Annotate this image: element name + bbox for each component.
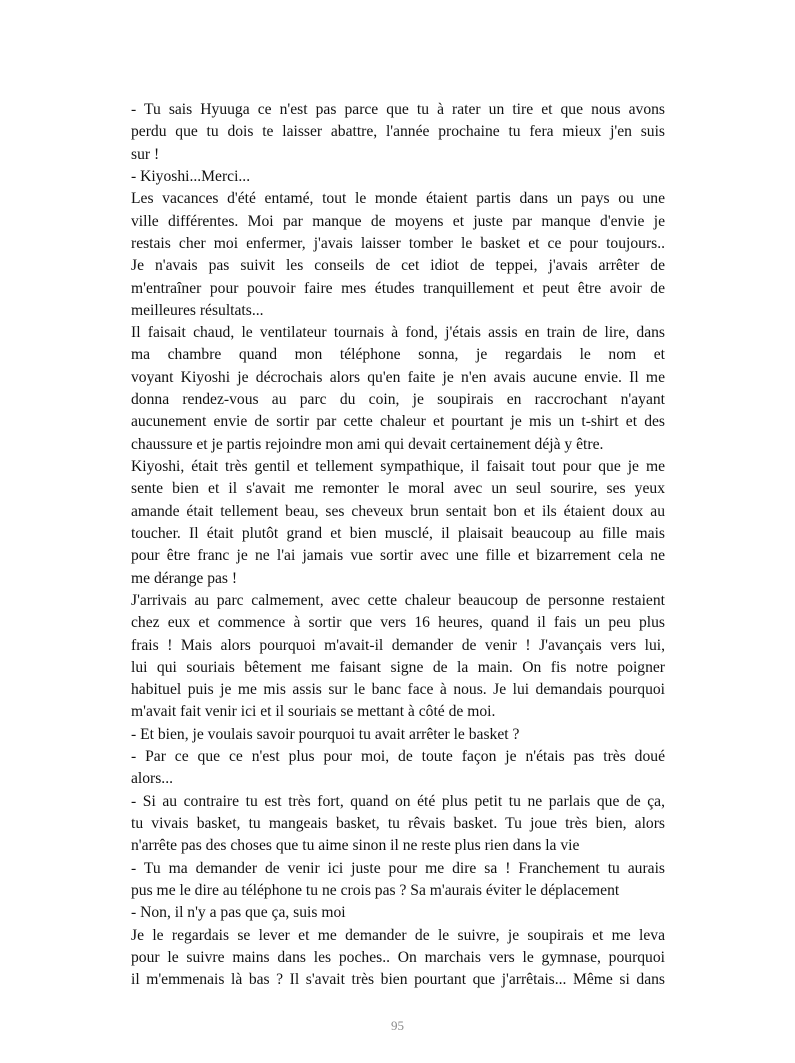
text-line: frais ! Mais alors pourquoi m'avait-il demander de venir ! J'avançais vers lui, <box>131 636 665 654</box>
text-line: voyant Kiyoshi je décrochais alors qu'en faite je n'en avais aucune envie. Il me <box>131 368 665 386</box>
text-line: lui qui souriais bêtement me faisant signe de la main. On fis notre poigner <box>131 658 665 676</box>
text-line: - Tu ma demander de venir ici juste pour me dire sa ! Franchement tu aurais <box>131 859 665 877</box>
text-line: pour le suivre mains dans les poches.. On marchais vers le gymnase, pourquoi <box>131 948 665 966</box>
text-line: tu vivais basket, tu mangeais basket, tu rêvais basket. Tu joue très bien, alors <box>131 815 665 832</box>
text-line: habituel puis je me mis assis sur le banc face à nous. Je lui demandais pourquoi <box>131 681 665 699</box>
text-line: ville différentes. Moi par manque de moyens et juste par manque d'envie je <box>131 212 665 230</box>
text-line: donna rendez-vous au parc du coin, je soupirais en raccrochant n'ayant <box>131 391 665 409</box>
text-line: - Tu sais Hyuuga ce n'est pas parce que tu à rater un tire et que nous avons <box>131 101 665 118</box>
text-line: sente bien et il s'avait me remonter le moral avec un seul sourire, ses yeux <box>131 480 665 498</box>
text-line: chaussure et je partis rejoindre mon ami qui devait certainement déjà y être. <box>131 435 604 453</box>
text-line: Je le regardais se lever et me demander de le suivre, je soupirais et me leva <box>131 926 665 944</box>
text-line: me dérange pas ! <box>131 569 238 587</box>
text-line: n'arrête pas des choses que tu aime sinon il ne reste plus rien dans la vie <box>131 837 580 855</box>
text-line: chez eux et commence à sortir que vers 16 heures, quand il fais un peu plus <box>131 614 665 632</box>
text-line: alors... <box>131 770 174 788</box>
page-number: 95 <box>391 1018 404 1033</box>
text-line: Les vacances d'été entamé, tout le monde étaient partis dans un pays ou une <box>131 190 665 208</box>
text-line: meilleures résultats... <box>131 301 264 319</box>
text-line: - Par ce que ce n'est plus pour moi, de toute façon je n'étais pas très doué <box>131 748 665 766</box>
text-line: Je n'avais pas suivit les conseils de cet idiot de teppei, j'avais arrêter de <box>131 257 665 275</box>
text-line: amande était tellement beau, ses cheveux brun sentait bon et ils étaient doux au <box>131 502 665 520</box>
text-line: - Si au contraire tu est très fort, quand on été plus petit tu ne parlais que de ça, <box>131 792 665 810</box>
text-line: pus me le dire au téléphone tu ne crois pas ? Sa m'aurais éviter le déplacement <box>131 881 620 899</box>
text-line: m'entraîner pour pouvoir faire mes études tranquillement et peut être avoir de <box>131 279 665 297</box>
text-line: - Kiyoshi...Merci... <box>131 167 251 185</box>
text-line: J'arrivais au parc calmement, avec cette chaleur beaucoup de personne restaient <box>131 591 665 609</box>
text-line: Kiyoshi, était très gentil et tellement sympathique, il faisait tout pour que je me <box>131 458 665 475</box>
text-line: toucher. Il était plutôt grand et bien musclé, il plaisait beaucoup au fille mais <box>131 524 665 542</box>
text-line: Il faisait chaud, le ventilateur tournais à fond, j'étais assis en train de lire, dans <box>131 324 665 342</box>
text-line: - Non, il n'y a pas que ça, suis moi <box>131 904 346 922</box>
text-line: pour être franc je ne l'ai jamais vue sortir avec une fille et bizarrement cela ne <box>131 547 665 565</box>
text-line: restais cher moi enfermer, j'avais laisser tomber le basket et ce pour toujours.. <box>131 234 665 252</box>
text-line: aucunement envie de sortir par cette chaleur et pourtant je mis un t-shirt et des <box>131 413 665 431</box>
text-line: m'avait fait venir ici et il souriais se mettant à côté de moi. <box>131 703 496 721</box>
text-line: sur ! <box>131 145 160 163</box>
text-line: ma chambre quand mon téléphone sonna, je regardais le nom et <box>131 346 665 364</box>
page-body <box>131 99 665 992</box>
text-line: perdu que tu dois te laisser abattre, l'année prochaine tu fera mieux j'en suis <box>131 123 665 141</box>
text-line: il m'emmenais là bas ? Il s'avait très bien pourtant que j'arrêtais... Même si dans <box>131 971 665 989</box>
text-line: - Et bien, je voulais savoir pourquoi tu avait arrêter le basket ? <box>131 725 520 743</box>
